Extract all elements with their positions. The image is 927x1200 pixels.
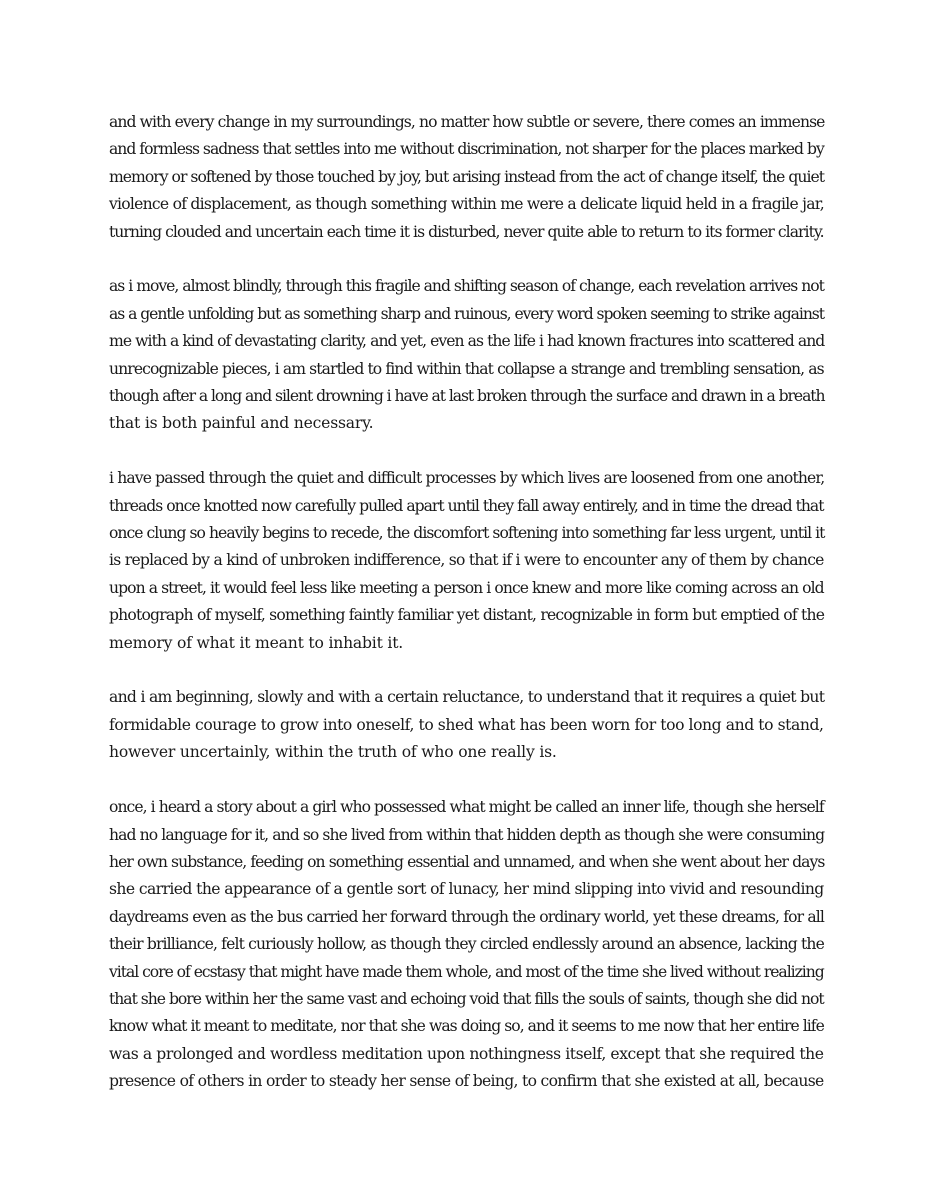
text-line: and i am beginning, slowly and with a certain reluctance, to understand that it requires a quiet but <box>109 688 825 707</box>
text-line: as a gentle unfolding but as something sharp and ruinous, every word spoken seeming to strike against <box>109 304 824 323</box>
paragraph-3 <box>109 465 824 657</box>
text-line: and with every change in my surroundings, no matter how subtle or severe, there comes an immense <box>109 113 825 131</box>
text-line: memory or softened by those touched by joy, but arising instead from the act of change itself, the quiet <box>109 167 825 186</box>
text-line: her own substance, feeding on something essential and unnamed, and when she went about her days <box>109 852 825 871</box>
text-line: and formless sadness that settles into me without discrimination, not sharper for the places marked by <box>109 140 824 159</box>
text-line: is replaced by a kind of unbroken indifference, so that if i were to encounter any of them by chance <box>109 551 824 570</box>
text-line: me with a kind of devastating clarity, and yet, even as the life i had known fractures into scattered and <box>109 332 825 351</box>
text-line: memory of what it meant to inhabit it. <box>109 633 404 652</box>
text-line: upon a street, it would feel less like meeting a person i once knew and more like coming across an old <box>109 578 824 597</box>
text-line: presence of others in order to steady her sense of being, to confirm that she existed at all, because <box>109 1072 824 1091</box>
text-line: turning clouded and uncertain each time it is disturbed, never quite able to return to its former clarity. <box>109 222 824 241</box>
paragraph-5 <box>109 794 824 1095</box>
text-line: formidable courage to grow into oneself, to shed what has been worn for too long and to stand, <box>109 715 824 734</box>
text-line: photograph of myself, something faintly familiar yet distant, recognizable in form but emptied of the <box>109 606 825 625</box>
text-line: that she bore within her the same vast and echoing void that fills the souls of saints, though she did not <box>109 989 824 1008</box>
text-line: unrecognizable pieces, i am startled to find within that collapse a strange and trembling sensation, as <box>109 359 824 378</box>
text-line: their brilliance, felt curiously hollow, as though they circled endlessly around an absence, lacking the <box>109 935 824 954</box>
text-line: know what it meant to meditate, nor that she was doing so, and it seems to me now that her entire life <box>109 1017 824 1036</box>
text-line: though after a long and silent drowning i have at last broken through the surface and drawn in a breath <box>109 387 825 406</box>
text-line: daydreams even as the bus carried her forward through the ordinary world, yet these dreams, for all <box>109 907 825 926</box>
text-line: threads once knotted now carefully pulled apart until they fall away entirely, and in time the dread that <box>109 496 824 515</box>
text-line: i have passed through the quiet and difficult processes by which lives are loosened from one another, <box>109 469 825 488</box>
text-line: however uncertainly, within the truth of who one really is. <box>109 743 557 762</box>
text-line: had no language for it, and so she lived from within that hidden depth as though she were consuming <box>109 825 825 844</box>
text-line: once clung so heavily begins to recede, the discomfort softening into something far less urgent, until it <box>109 524 825 543</box>
text-line: vital core of ecstasy that might have made them whole, and most of the time she lived without realizing <box>109 962 824 981</box>
text-line: she carried the appearance of a gentle sort of lunacy, her mind slipping into vivid and resounding <box>109 880 824 899</box>
text-line: that is both painful and necessary. <box>109 414 374 433</box>
text-line: once, i heard a story about a girl who possessed what might be called an inner life, though she herself <box>109 798 824 817</box>
text-line: as i move, almost blindly, through this fragile and shifting season of change, each revelation arrives not <box>109 277 824 296</box>
text-line: violence of displacement, as though something within me were a delicate liquid held in a fragile jar, <box>109 195 824 214</box>
paragraph-2 <box>109 273 824 437</box>
document-body <box>109 109 824 1123</box>
text-line: was a prolonged and wordless meditation upon nothingness itself, except that she required the <box>109 1044 824 1063</box>
paragraph-1 <box>109 109 824 246</box>
paragraph-4 <box>109 684 824 766</box>
